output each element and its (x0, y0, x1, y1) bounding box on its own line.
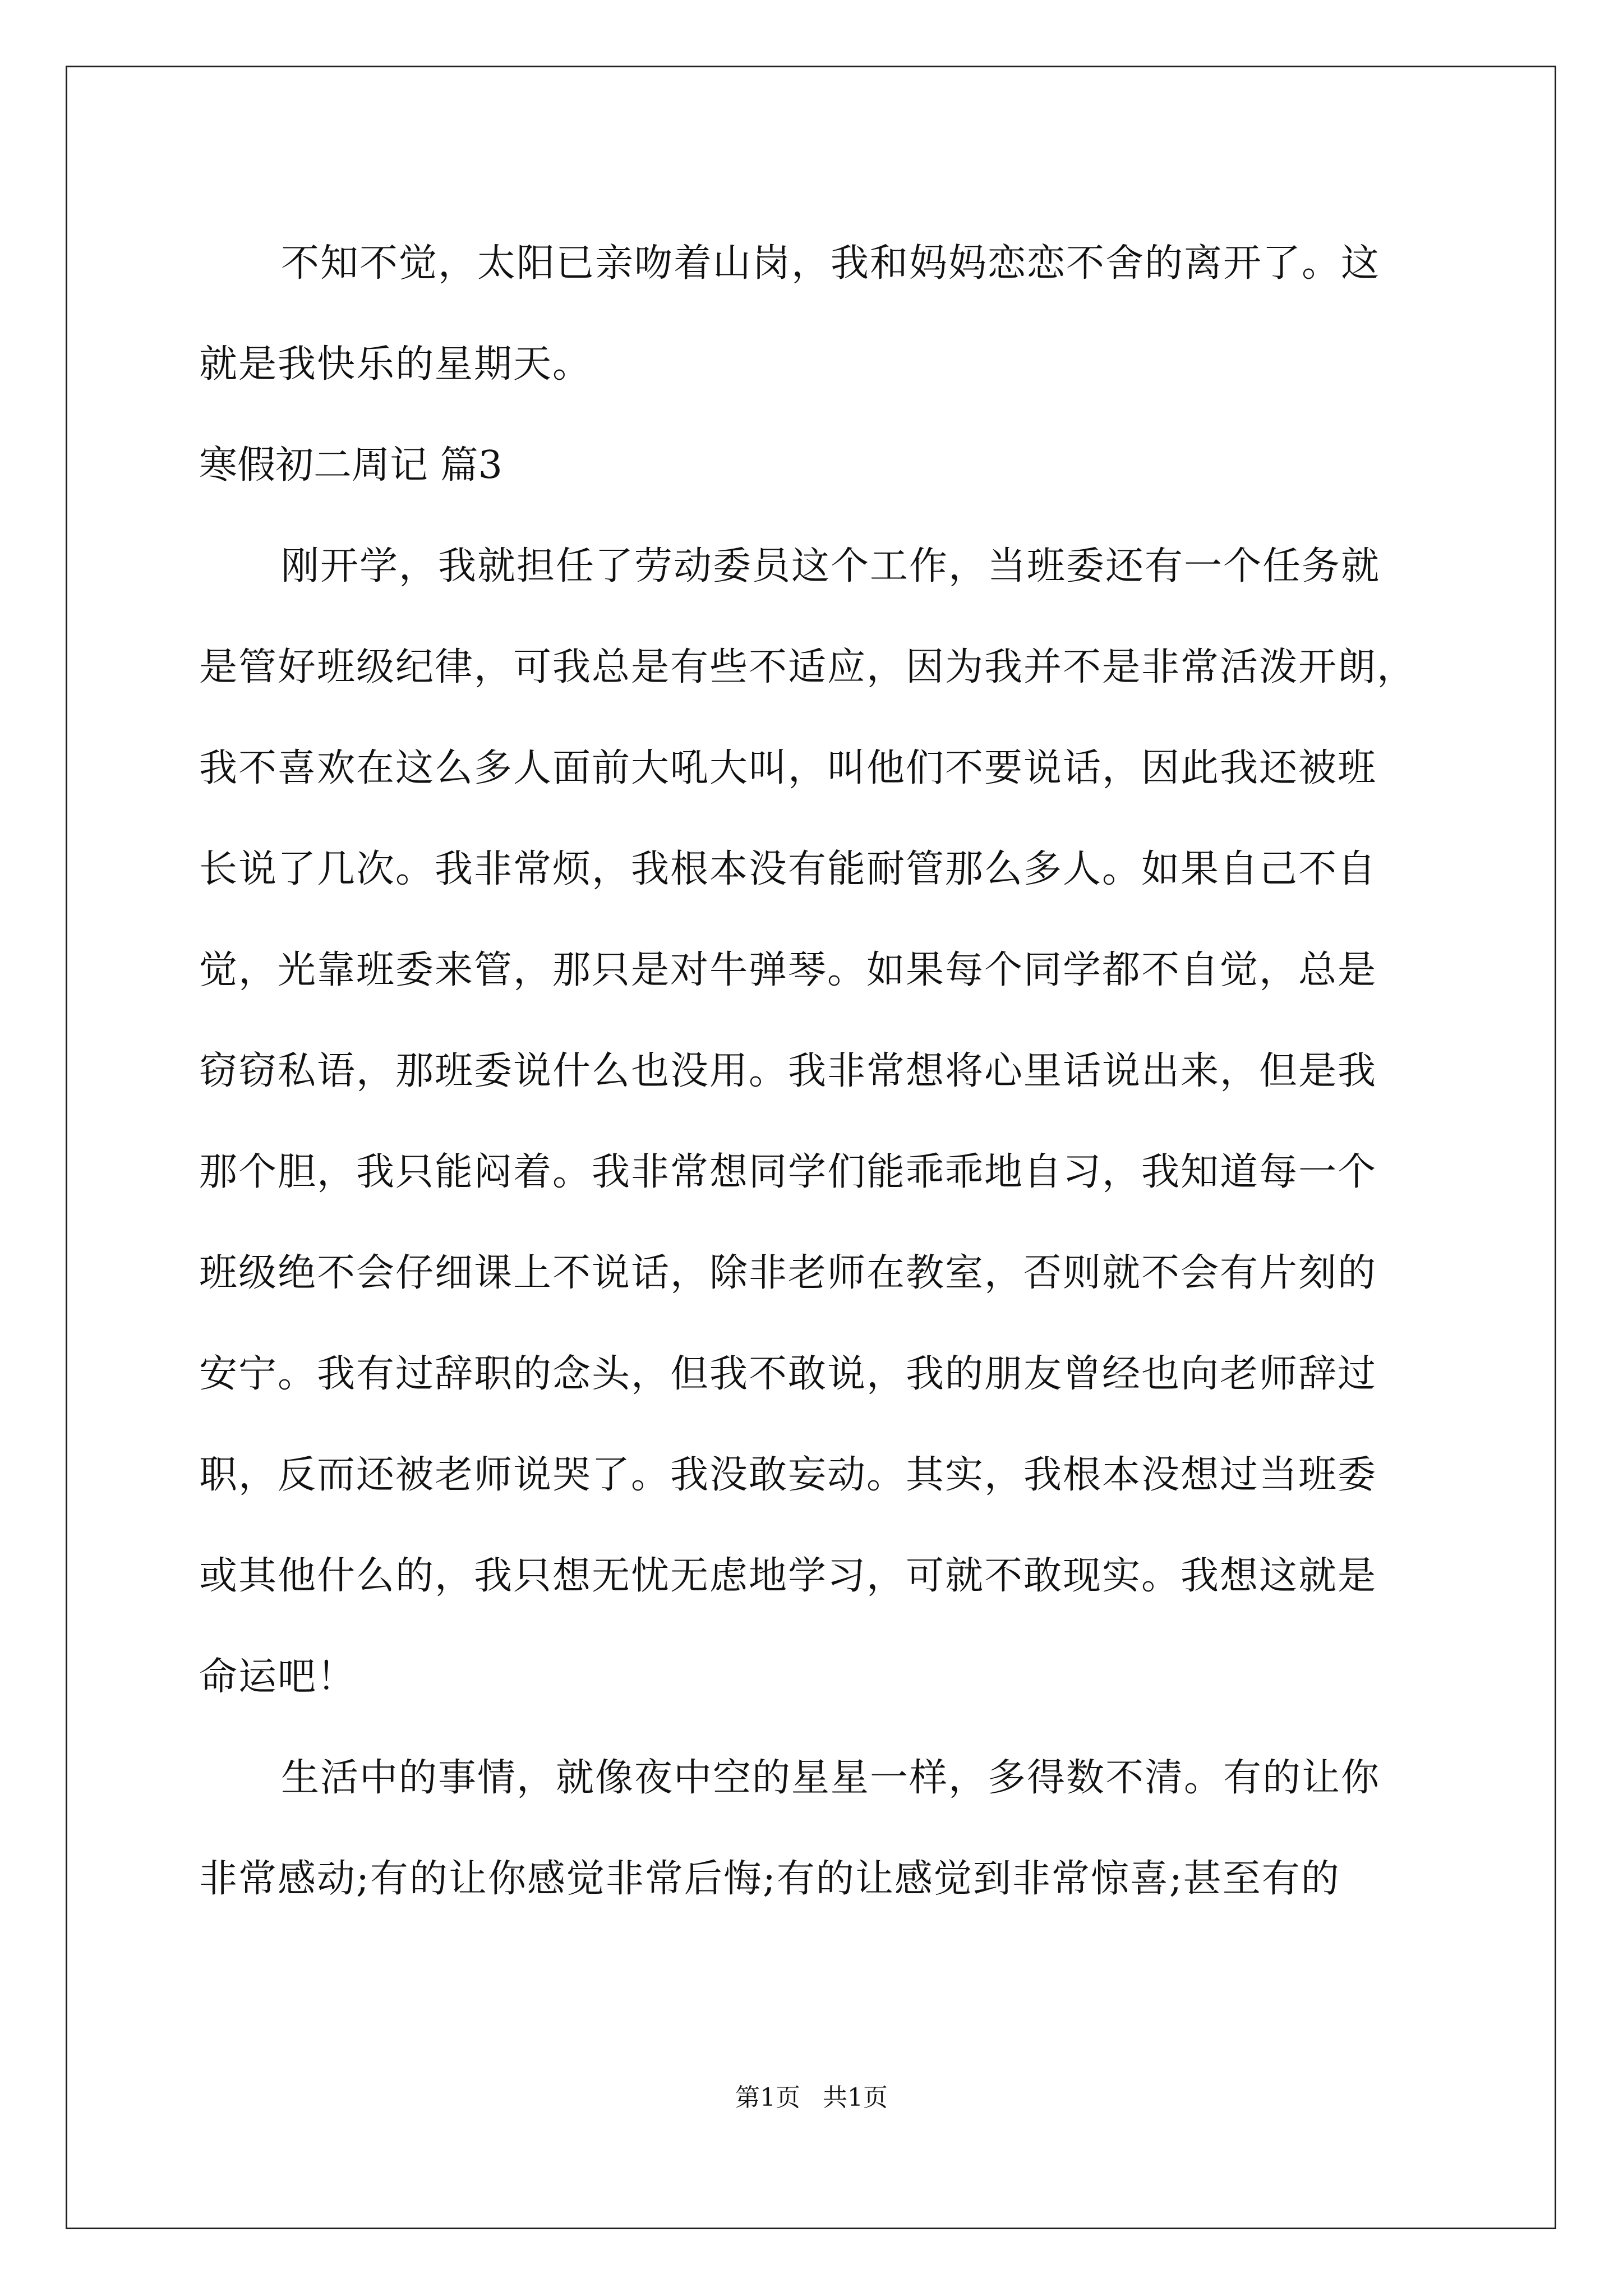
text-line: 长说了几次。我非常烦，我根本没有能耐管那么多人。如果自己不自 (199, 847, 1377, 891)
text-line: 那个胆，我只能闷着。我非常想同学们能乖乖地自习，我知道每一个 (199, 1150, 1377, 1194)
text-line: 刚开学，我就担任了劳动委员这个工作，当班委还有一个任务就 (281, 544, 1381, 588)
text-line: 觉，光靠班委来管，那只是对牛弹琴。如果每个同学都不自觉，总是 (199, 948, 1377, 992)
text-line: 或其他什么的，我只想无忧无虑地学习，可就不敢现实。我想这就是 (199, 1554, 1377, 1598)
text-line: 职，反而还被老师说哭了。我没敢妄动。其实，我根本没想过当班委 (199, 1453, 1377, 1497)
text-line: 窃窃私语，那班委说什么也没用。我非常想将心里话说出来，但是我 (199, 1049, 1377, 1093)
paragraph-3 (199, 1728, 1433, 1930)
paragraph-2 (199, 516, 1433, 1728)
paragraph-1 (199, 213, 1433, 415)
section-heading: 寒假初二周记 篇3 (199, 443, 502, 487)
text-line: 非常感动;有的让你感觉非常后悔;有的让感觉到非常惊喜;甚至有的 (199, 1857, 1340, 1901)
text-line: 我不喜欢在这么多人面前大吼大叫，叫他们不要说话，因此我还被班 (199, 746, 1377, 790)
text-line: 就是我快乐的星期天。 (199, 342, 592, 386)
text-line: 班级绝不会仔细课上不说话，除非老师在教室，否则就不会有片刻的 (199, 1251, 1377, 1295)
text-line: 是管好班级纪律，可我总是有些不适应，因为我并不是非常活泼开朗， (199, 645, 1417, 689)
text-line: 生活中的事情，就像夜中空的星星一样，多得数不清。有的让你 (281, 1756, 1381, 1800)
text-line: 安宁。我有过辞职的念头，但我不敢说，我的朋友曾经也向老师辞过 (199, 1352, 1377, 1396)
page-number: 第1页 (735, 2083, 800, 2112)
text-line: 不知不觉，太阳已亲吻着山岗，我和妈妈恋恋不舍的离开了。这 (281, 241, 1381, 286)
page-footer (0, 2081, 1623, 2115)
page-total: 共1页 (823, 2083, 888, 2112)
document-body (199, 213, 1433, 1930)
text-line: 命运吧！ (199, 1655, 357, 1699)
